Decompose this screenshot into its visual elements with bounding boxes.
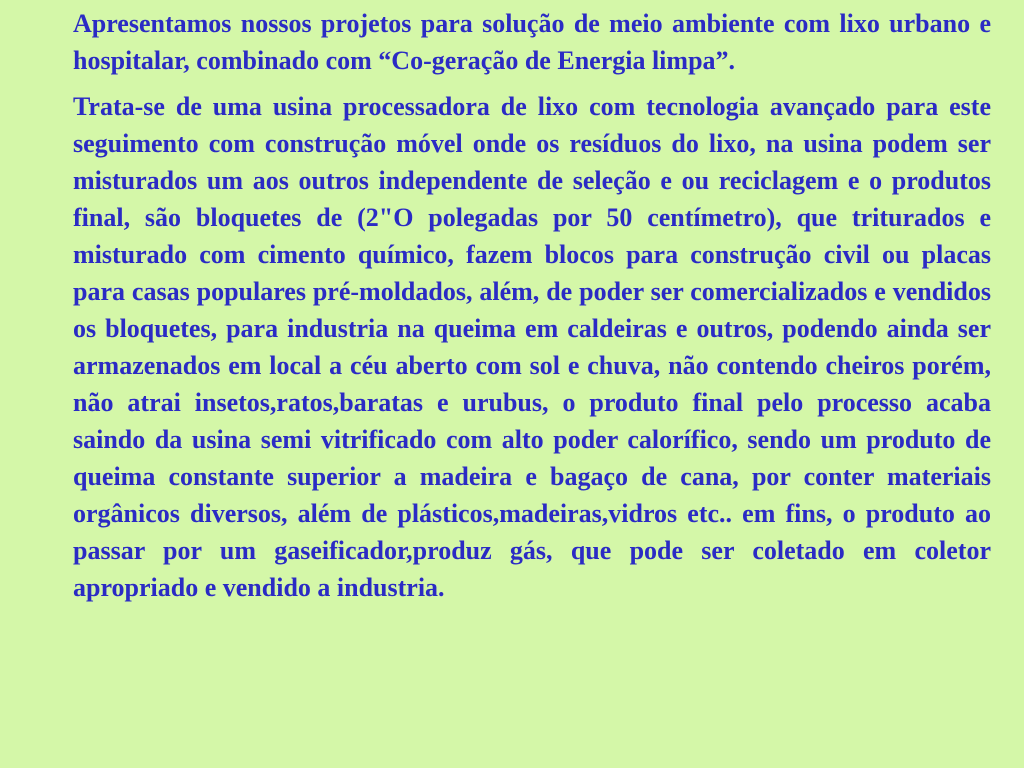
slide-text-body — [73, 5, 991, 606]
intro-paragraph: Apresentamos nossos projetos para solução de meio ambiente com lixo urbano e hospitalar, combinado com “Co-geração de Energia limpa”. — [73, 9, 991, 75]
description-paragraph: Trata-se de uma usina processadora de lixo com tecnologia avançado para este seguimento com construção móvel onde os resíduos do lixo, na usina podem ser misturados um aos outros independente de seleção e ou reciclagem e o produtos final, são bloquetes de (2"O polegadas por 50 centímetro), que triturados e misturado com cimento químico, fazem blocos para construção civil ou placas para casas populares pré-moldados, além, de poder ser comercializados e vendidos os bloquetes, para industria na queima em caldeiras e outros, podendo ainda ser armazenados em local a céu aberto com sol e chuva, não contendo cheiros porém, não atrai insetos,ratos,baratas e urubus, o produto final pelo processo acaba saindo da usina semi vitrificado com alto poder calorífico, sendo um produto de queima constante superior a madeira e bagaço de cana, por conter materiais orgânicos diversos, além de plásticos,madeiras,vidros etc.. em fins, o produto ao passar por um gaseificador,produz gás, que pode ser coletado em coletor apropriado e vendido a industria. — [73, 92, 991, 602]
